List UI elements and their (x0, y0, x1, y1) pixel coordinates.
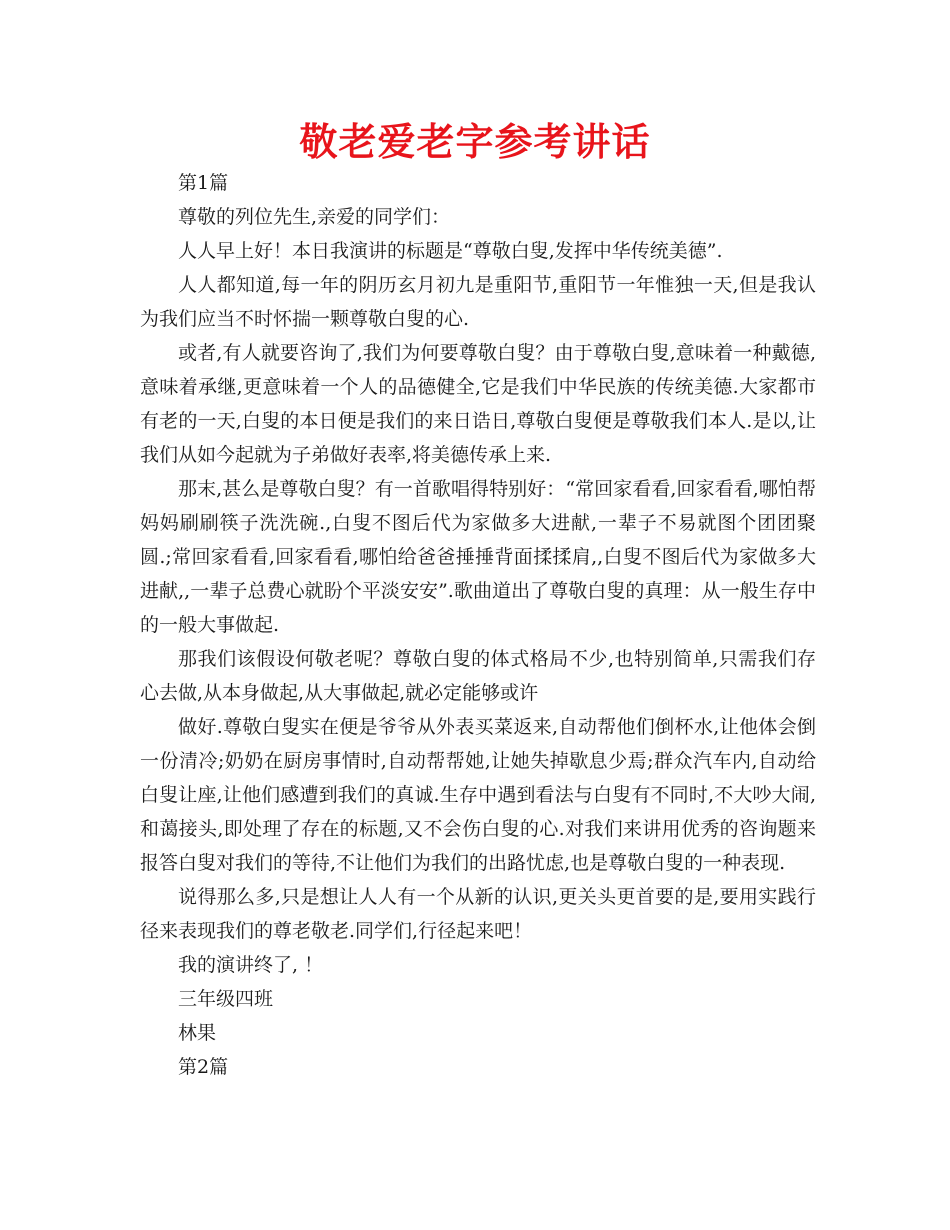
paragraph: 那我们该假设何敬老呢？尊敬白叟的体式格局不少,也特别简单,只需我们存心去做,从本身做起,从大事做起,就必定能够或许 (140, 648, 816, 704)
document-body (140, 166, 816, 1084)
paragraph: 或者,有人就要咨询了,我们为何要尊敬白叟？由于尊敬白叟,意味着一种戴德,意味着承继,更意味着一个人的品德健全,它是我们中华民族的传统美德.大家都市有老的一天,白叟的本日便是我们的来日诰日,尊敬白叟便是尊敬我们本人.是以,让我们从如今起就为子弟做好表率,将美德传承上来. (140, 342, 816, 466)
speaker-class: 三年级四班 (178, 988, 274, 1010)
speaker-name: 林果 (178, 1022, 217, 1044)
section-heading-2: 第2篇 (178, 1056, 229, 1078)
paragraph: 人人都知道,每一年的阴历玄月初九是重阳节,重阳节一年惟独一天,但是我认为我们应当不时怀揣一颗尊敬白叟的心. (140, 274, 816, 330)
opening-line: 人人早上好！本日我演讲的标题是“尊敬白叟,发挥中华传统美德”. (178, 240, 723, 262)
salutation: 尊敬的列位先生,亲爱的同学们： (178, 206, 451, 228)
paragraph: 那末,甚么是尊敬白叟？有一首歌唱得特别好：“常回家看看,回家看看,哪怕帮妈妈刷刷筷子洗洗碗.,白叟不图后代为家做多大进献,一辈子不易就图个团团聚圆.;常回家看看,回家看看,哪怕给爸爸捶捶背面揉揉肩,,白叟不图后代为家做多大进献,,一辈子总费心就盼个平淡安安”.歌曲道出了尊敬白叟的真理：从一般生存中的一般大事做起. (140, 478, 816, 636)
paragraph: 说得那么多,只是想让人人有一个从新的认识,更关头更首要的是,要用实践行径来表现我们的尊老敬老.同学们,行径起来吧！ (140, 886, 816, 942)
document-title: 敬老爱老字参考讲话 (299, 120, 651, 164)
paragraph: 做好.尊敬白叟实在便是爷爷从外表买菜返来,自动帮他们倒杯水,让他体会倒一份清冷;奶奶在厨房事情时,自动帮帮她,让她失掉歇息少焉;群众汽车内,自动给白叟让座,让他们感遭到我们的真诚.生存中遇到看法与白叟有不同时,不大吵大闹,和蔼接头,即处理了存在的标题,又不会伤白叟的心.对我们来讲用优秀的咨询题来报答白叟对我们的等待,不让他们为我们的出路忧虑,也是尊敬白叟的一种表现. (140, 716, 816, 874)
closing-line: 我的演讲终了, ！ (178, 954, 324, 976)
section-heading-1: 第1篇 (178, 172, 229, 194)
